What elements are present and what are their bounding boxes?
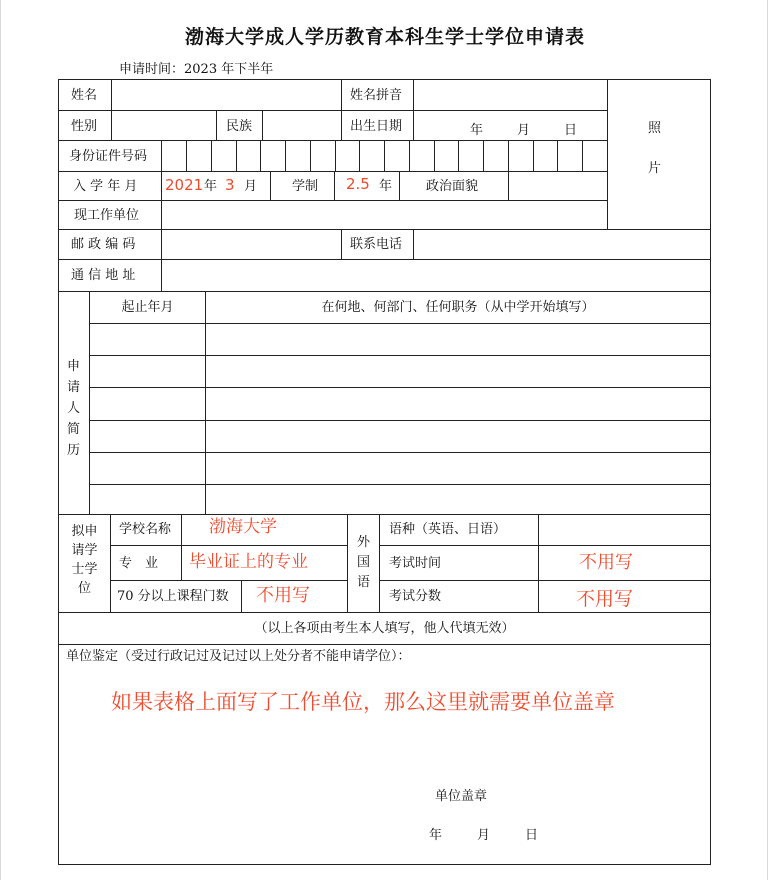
sign-year-unit: 年 xyxy=(429,828,443,843)
unit-appraisal-label: 单位鉴定（受过行政记过及记过以上处分者不能申请学位）： xyxy=(66,649,411,664)
resume-row[interactable] xyxy=(90,454,710,483)
label-enroll: 入 学 年 月 xyxy=(73,179,138,194)
unit-appraisal-annotation: 如果表格上面写了工作单位，那么这里就需要单位盖章 xyxy=(111,690,615,714)
label-postal-code: 邮 政 编 码 xyxy=(71,237,136,252)
resume-period-header: 起止年月 xyxy=(121,300,174,315)
birth-day-unit: 日 xyxy=(564,123,578,138)
sign-month-unit: 月 xyxy=(477,828,491,843)
address-field[interactable] xyxy=(163,261,709,290)
study-length-value[interactable]: 2.5 xyxy=(346,175,370,193)
exam-time-value[interactable]: 不用写 xyxy=(579,552,633,573)
label-id-number: 身份证件号码 xyxy=(69,149,148,164)
label-political-status: 政治面貌 xyxy=(426,179,479,194)
current-employer-field[interactable] xyxy=(163,202,606,228)
name-field[interactable] xyxy=(113,81,340,109)
resume-row[interactable] xyxy=(90,389,710,419)
photo-label-1: 照 xyxy=(648,121,662,136)
birth-year-unit: 年 xyxy=(470,123,484,138)
study-length-unit: 年 xyxy=(379,179,393,194)
exam-score-value[interactable]: 不用写 xyxy=(576,588,634,610)
enroll-year-unit: 年 xyxy=(204,179,218,194)
degree-side-label: 拟申 请学 士学 位 xyxy=(71,524,98,596)
political-status-field[interactable] xyxy=(510,173,606,199)
self-fill-note: （以上各项由考生本人填写，他人代填无效） xyxy=(254,621,515,636)
label-birth-date: 出生日期 xyxy=(350,119,403,134)
unit-stamp-label: 单位盖章 xyxy=(435,789,488,804)
resume-detail-header: 在何地、何部门、任何职务（从中学开始填写） xyxy=(321,300,595,315)
gender-field[interactable] xyxy=(113,112,215,139)
foreign-language-side-label: 外 国 语 xyxy=(356,535,370,590)
id-number-field[interactable] xyxy=(162,142,606,170)
photo-label-2: 片 xyxy=(648,161,662,176)
resume-row[interactable] xyxy=(90,422,710,451)
label-ethnicity: 民族 xyxy=(226,119,253,134)
photo-box[interactable] xyxy=(609,81,709,228)
enroll-month-unit: 月 xyxy=(244,179,258,194)
phone-field[interactable] xyxy=(415,231,709,258)
enroll-month-value[interactable]: 3 xyxy=(225,176,235,194)
form-title: 渤海大学成人学历教育本科生学士学位申请表 xyxy=(184,26,585,48)
ethnicity-field[interactable] xyxy=(264,112,340,139)
label-school-name: 学校名称 xyxy=(119,522,172,537)
label-study-length: 学制 xyxy=(292,179,319,194)
resume-row[interactable] xyxy=(90,325,710,354)
enroll-year-value[interactable]: 2021 xyxy=(165,176,204,194)
label-address: 通 信 地 址 xyxy=(71,268,136,283)
birth-month-unit: 月 xyxy=(517,123,531,138)
courses-over-70-value[interactable]: 不用写 xyxy=(256,585,310,606)
sign-day-unit: 日 xyxy=(525,828,539,843)
label-language: 语种（英语、日语） xyxy=(389,522,507,537)
label-phone: 联系电话 xyxy=(350,237,403,252)
label-name-pinyin: 姓名拼音 xyxy=(350,88,403,103)
major-value[interactable]: 毕业证上的专业 xyxy=(189,552,308,572)
resume-row[interactable] xyxy=(90,357,710,386)
apply-time: 申请时间：2023 年下半年 xyxy=(119,62,274,77)
resume-side-label: 申 请 人 简 历 xyxy=(66,359,80,458)
label-major: 专 业 xyxy=(119,556,159,571)
language-field[interactable] xyxy=(540,516,709,544)
school-name-value[interactable]: 渤海大学 xyxy=(209,517,277,537)
label-courses-over-70: 70 分以上课程门数 xyxy=(117,589,229,604)
label-current-employer: 现工作单位 xyxy=(74,208,140,223)
postal-code-field[interactable] xyxy=(163,231,340,258)
name-pinyin-field[interactable] xyxy=(415,81,606,109)
resume-row[interactable] xyxy=(90,486,710,513)
label-exam-score: 考试分数 xyxy=(389,589,442,604)
label-name: 姓名 xyxy=(71,88,98,103)
label-exam-time: 考试时间 xyxy=(389,556,442,571)
label-gender: 性别 xyxy=(71,119,98,134)
